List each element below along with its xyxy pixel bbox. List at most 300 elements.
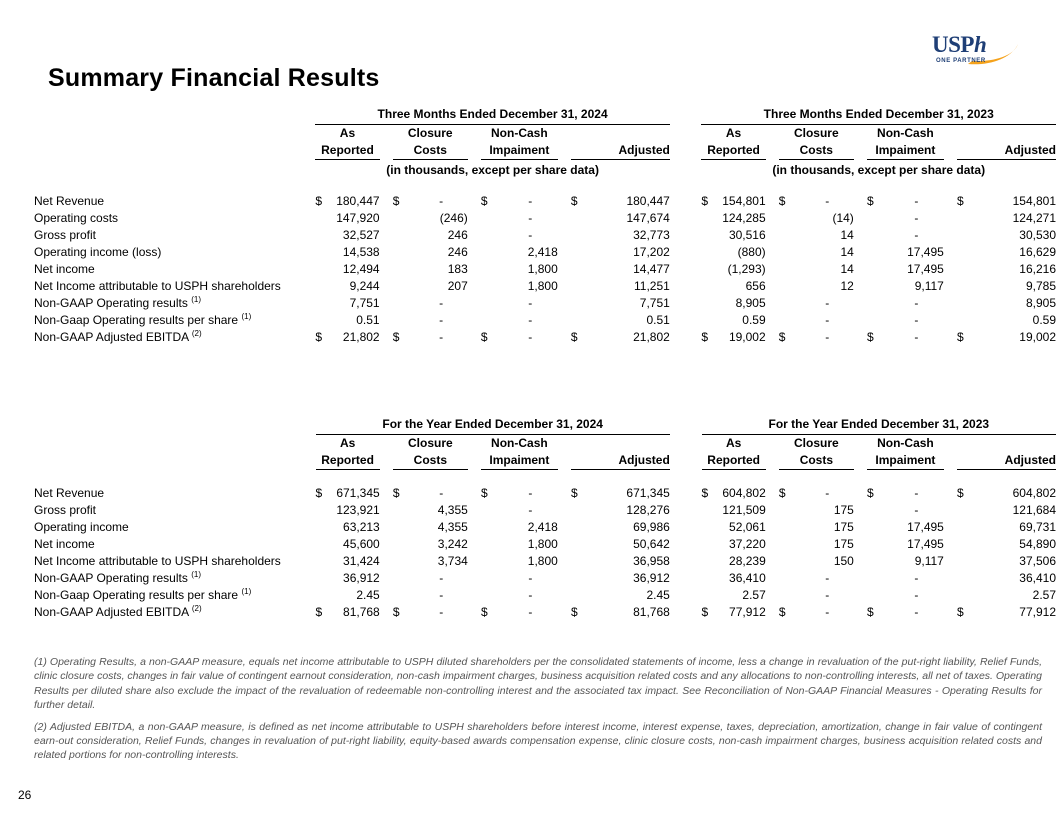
currency-symbol [957,587,967,604]
column-header: Closure Costs [393,125,468,162]
currency-symbol: $ [480,486,488,500]
cell-value: 0.51 [356,313,380,327]
period-header: For the Year Ended December 31, 2023 [702,414,1056,435]
currency-symbol [702,570,712,587]
currency-symbol [393,261,403,278]
cell-value: 175 [833,537,854,551]
currency-symbol: $ [866,194,874,208]
currency-symbol [701,295,711,312]
currency-symbol [867,244,877,261]
currency-symbol [957,210,967,227]
cell-value: - [914,330,919,344]
currency-symbol [867,536,877,553]
currency-symbol [867,210,877,227]
cell-value: 14 [840,262,854,276]
column-header: Non-Cash Impaiment [867,125,944,162]
currency-symbol [867,227,877,244]
currency-symbol: $ [570,605,578,619]
cell-value: 147,674 [626,211,670,225]
cell-value: 2,418 [527,245,558,259]
currency-symbol: $ [315,194,323,208]
column-header: Adjusted [957,125,1056,162]
currency-symbol [316,553,326,570]
currency-symbol [393,570,403,587]
currency-symbol: $ [956,330,964,344]
currency-symbol [481,519,491,536]
cell-value: 147,920 [336,211,380,225]
cell-value: 656 [745,279,766,293]
row-label: Net Income attributable to USPH shareholders [34,554,281,568]
currency-symbol [702,553,712,570]
column-header: As Reported [701,125,765,162]
currency-symbol [867,295,877,312]
currency-symbol: $ [956,486,964,500]
currency-symbol [701,261,711,278]
cell-value: - [439,296,444,310]
column-header: Adjusted [571,125,670,162]
currency-symbol [957,536,967,553]
column-header: Closure Costs [779,125,854,162]
cell-value: 7,751 [349,296,380,310]
cell-value: - [528,194,533,208]
cell-value: 37,506 [1019,554,1056,568]
currency-symbol: $ [866,605,874,619]
cell-value: - [528,228,533,242]
currency-symbol [779,278,789,295]
cell-value: 69,986 [633,520,670,534]
currency-symbol [779,295,789,312]
table-row [34,210,1056,227]
currency-symbol: $ [701,194,709,208]
cell-value: - [914,571,919,585]
table-row [34,519,1056,536]
currency-symbol: $ [701,486,709,500]
cell-value: 14 [840,245,854,259]
currency-symbol [702,502,712,519]
currency-symbol: $ [392,330,400,344]
cell-value: 21,802 [342,330,380,344]
currency-symbol: $ [956,605,964,619]
cell-value: 36,410 [729,571,766,585]
currency-symbol [701,312,711,329]
currency-symbol [701,210,711,227]
currency-symbol [315,278,325,295]
footnote-1: (1) Operating Results, a non-GAAP measure, equals net income attributable to USPH diluted shareholders per the consolidated statements of income, less a change in revaluation of the put-right liability, Relief Funds, clinic closure costs, changes in fair value of contingent earnout consideration, non-cash impairment charges, business acquisition related costs and any allocations to non-controlling interests, all net of taxes. Operating Results per diluted share also exclude the impact of the revaluation of redeemable non-controlling interest and the associated tax impact. See Reconciliation of Non-GAAP Financial Measures - Operating Results for further detail. [34,656,1042,712]
currency-symbol [957,261,967,278]
cell-value: 207 [447,279,468,293]
currency-symbol [702,536,712,553]
currency-symbol [957,519,967,536]
currency-symbol [957,570,967,587]
currency-symbol [701,278,711,295]
cell-value: 30,516 [728,228,766,242]
currency-symbol [957,278,967,295]
cell-value: 124,271 [1012,211,1056,225]
cell-value: 37,220 [729,537,766,551]
cell-value: 36,912 [633,571,670,585]
cell-value: 154,801 [1012,194,1056,208]
currency-symbol [571,570,581,587]
cell-value: - [439,588,444,602]
currency-symbol: $ [778,330,786,344]
cell-value: 183 [447,262,468,276]
cell-value: 4,355 [437,520,468,534]
column-header: Closure Costs [779,435,854,472]
currency-symbol [779,210,789,227]
currency-symbol [867,587,877,604]
table-row [34,604,1056,621]
cell-value: - [439,605,444,619]
currency-symbol [571,295,581,312]
cell-value: (14) [832,211,854,225]
row-label: Net Revenue [34,194,105,208]
currency-symbol [481,227,491,244]
currency-symbol [957,227,967,244]
cell-value: 54,890 [1019,537,1056,551]
currency-symbol [571,261,581,278]
currency-symbol [316,536,326,553]
cell-value: - [914,211,919,225]
currency-symbol [481,210,491,227]
cell-value: - [439,330,444,344]
column-header: Adjusted [957,435,1056,472]
table-row [34,329,1056,346]
cell-value: 1,800 [527,554,558,568]
currency-symbol [315,210,325,227]
period-header: Three Months Ended December 31, 2023 [701,104,1056,125]
currency-symbol [867,312,877,329]
cell-value: 7,751 [639,296,670,310]
row-label: Gross profit [34,228,97,242]
row-label: Operating costs [34,211,119,225]
table-row [34,244,1056,261]
currency-symbol [779,312,789,329]
currency-symbol [779,244,789,261]
cell-value: 175 [833,520,854,534]
period-header: For the Year Ended December 31, 2024 [316,414,670,435]
cell-value: 121,509 [722,503,766,517]
cell-value: - [528,571,533,585]
table-row [34,536,1056,553]
cell-value: 52,061 [729,520,766,534]
cell-value: - [439,313,444,327]
cell-value: - [825,313,830,327]
cell-value: 604,802 [722,486,766,500]
row-label: Non-Gaap Operating results per share $^{(1)}$ [34,587,252,602]
annual-results-table [34,414,1056,621]
cell-value: 17,495 [907,520,944,534]
currency-symbol [957,502,967,519]
currency-symbol [701,244,711,261]
table-row [34,502,1056,519]
currency-symbol [957,244,967,261]
table-row [34,227,1056,244]
currency-symbol: $ [315,605,323,619]
currency-symbol: $ [315,486,323,500]
currency-symbol [481,536,491,553]
currency-symbol: $ [480,605,488,619]
currency-symbol: $ [392,605,400,619]
cell-value: 11,251 [634,279,670,293]
cell-value: 69,731 [1019,520,1056,534]
currency-symbol: $ [778,605,786,619]
footnote-2: (2) Adjusted EBITDA, a non-GAAP measure, is defined as net income attributable to USPH shareholders before interest income, interest expense, taxes, depreciation, amortization, change in fair value of contingent earn-out consideration, Relief Funds, changes in revaluation of put-right liability, equity-based awards compensation expense, clinic closure costs, non-cash impairment charges, business acquisition related costs and related portions for non-controlling interests. [34,720,1042,762]
cell-value: 81,768 [343,605,380,619]
currency-symbol [315,261,325,278]
cell-value: 4,355 [437,503,468,517]
cell-value: 8,905 [1025,296,1056,310]
currency-symbol [867,502,877,519]
column-header: Adjusted [571,435,670,472]
currency-symbol [393,587,403,604]
currency-symbol [779,227,789,244]
column-header: Closure Costs [393,435,468,472]
cell-value: - [528,486,533,500]
cell-value: - [914,486,919,500]
column-header-row [34,125,1056,162]
cell-value: 21,802 [633,330,670,344]
row-label: Gross profit [34,503,97,517]
cell-value: 2.57 [1032,588,1056,602]
currency-symbol [481,570,491,587]
currency-symbol [571,278,581,295]
currency-symbol: $ [866,330,874,344]
cell-value: - [825,486,830,500]
currency-symbol [702,587,712,604]
currency-symbol: $ [480,194,488,208]
quarterly-results-table [34,104,1056,346]
row-label: Non-GAAP Operating results $^{(1)}$ [34,570,201,585]
cell-value: 9,117 [914,279,944,293]
currency-symbol [481,244,491,261]
row-label: Non-GAAP Adjusted EBITDA $^{(2)}$ [34,329,202,344]
currency-symbol [779,502,789,519]
table-row [34,553,1056,570]
cell-value: 77,912 [1019,605,1056,619]
currency-symbol [571,519,581,536]
currency-symbol [316,502,326,519]
currency-symbol [393,278,403,295]
cell-value: - [528,588,533,602]
cell-value: - [528,211,533,225]
currency-symbol [571,587,581,604]
currency-symbol [393,244,403,261]
cell-value: - [914,194,919,208]
cell-value: 0.59 [742,313,766,327]
cell-value: 0.51 [646,313,670,327]
cell-value: - [528,330,533,344]
cell-value: 12 [840,279,854,293]
cell-value: 150 [833,554,854,568]
currency-symbol [481,312,491,329]
currency-symbol: $ [570,194,578,208]
currency-symbol: $ [570,330,578,344]
cell-value: - [528,503,533,517]
currency-symbol [481,587,491,604]
cell-value: 14,477 [633,262,670,276]
column-header: As Reported [315,125,379,162]
currency-symbol [571,244,581,261]
currency-symbol [393,519,403,536]
currency-symbol [393,502,403,519]
currency-symbol [867,553,877,570]
cell-value: 671,345 [336,486,380,500]
cell-value: 1,800 [527,262,558,276]
footnotes [34,655,1042,770]
cell-value: 16,629 [1019,245,1056,259]
units-note: (in thousands, except per share data) [772,162,986,177]
cell-value: 77,912 [729,605,766,619]
currency-symbol [701,227,711,244]
column-header: Non-Cash Impaiment [481,125,558,162]
cell-value: 9,244 [349,279,380,293]
row-label: Non-GAAP Operating results $^{(1)}$ [34,295,201,310]
logo-wordmark: USPh [932,32,987,57]
currency-symbol: $ [778,486,786,500]
column-header: As Reported [316,435,380,472]
cell-value: 1,800 [527,537,558,551]
cell-value: 604,802 [1012,486,1056,500]
column-header: Non-Cash Impaiment [867,435,944,472]
currency-symbol [393,295,403,312]
cell-value: 180,447 [336,194,380,208]
cell-value: - [825,588,830,602]
currency-symbol [571,502,581,519]
units-note: (in thousands, except per share data) [386,162,599,177]
cell-value: (1,293) [727,262,766,276]
row-label: Net income [34,262,95,276]
currency-symbol [867,278,877,295]
cell-value: 1,800 [527,279,558,293]
currency-symbol [481,278,491,295]
cell-value: 63,213 [343,520,380,534]
cell-value: - [528,605,533,619]
currency-symbol [779,587,789,604]
cell-value: 50,642 [633,537,670,551]
currency-symbol [393,312,403,329]
cell-value: 30,530 [1019,228,1056,242]
table-row [34,278,1056,295]
currency-symbol [957,553,967,570]
cell-value: - [825,605,830,619]
currency-symbol: $ [570,486,578,500]
currency-symbol [779,519,789,536]
currency-symbol [393,553,403,570]
logo-tagline: ONE PARTNER [936,58,986,64]
currency-symbol: $ [778,194,786,208]
cell-value: (880) [737,245,766,259]
currency-symbol [571,536,581,553]
cell-value: 36,912 [343,571,380,585]
cell-value: 124,285 [722,211,766,225]
column-header: As Reported [702,435,766,472]
cell-value: 2.57 [742,588,766,602]
currency-symbol [779,536,789,553]
currency-symbol [571,553,581,570]
currency-symbol [481,295,491,312]
table-row [34,570,1056,587]
cell-value: 17,495 [907,245,944,259]
table-row [34,587,1056,604]
currency-symbol [393,210,403,227]
cell-value: 14,538 [342,245,380,259]
cell-value: 45,600 [343,537,380,551]
currency-symbol [779,261,789,278]
units-note-row [34,161,1056,179]
row-label: Net Income attributable to USPH shareholders [34,279,281,293]
cell-value: 2,418 [527,520,558,534]
cell-value: 12,494 [342,262,380,276]
cell-value: 2.45 [356,588,380,602]
cell-value: - [825,194,830,208]
cell-value: (246) [439,211,468,225]
cell-value: 32,773 [633,228,670,242]
currency-symbol: $ [866,486,874,500]
row-label: Operating income [34,520,129,534]
cell-value: 19,002 [1019,330,1056,344]
cell-value: 16,216 [1019,262,1056,276]
currency-symbol [316,587,326,604]
cell-value: - [914,296,919,310]
cell-value: 8,905 [735,296,766,310]
currency-symbol [867,261,877,278]
currency-symbol [779,570,789,587]
cell-value: 121,684 [1012,503,1056,517]
currency-symbol [316,570,326,587]
currency-symbol [957,295,967,312]
cell-value: 81,768 [633,605,670,619]
currency-symbol [571,210,581,227]
currency-symbol [481,553,491,570]
cell-value: 246 [447,245,468,259]
cell-value: 9,117 [914,554,944,568]
currency-symbol [393,227,403,244]
cell-value: - [825,571,830,585]
cell-value: - [825,330,830,344]
cell-value: 19,002 [728,330,766,344]
cell-value: 9,785 [1025,279,1056,293]
table-row [34,295,1056,312]
cell-value: 36,958 [633,554,670,568]
currency-symbol [867,519,877,536]
currency-symbol: $ [701,605,709,619]
currency-symbol: $ [480,330,488,344]
currency-symbol [779,553,789,570]
table-row [34,312,1056,329]
cell-value: 0.59 [1032,313,1056,327]
cell-value: 36,410 [1019,571,1056,585]
cell-value: 671,345 [626,486,670,500]
currency-symbol [481,261,491,278]
table-row [34,193,1056,210]
cell-value: 17,202 [633,245,670,259]
period-header-row [34,104,1056,125]
cell-value: 128,276 [626,503,670,517]
cell-value: - [914,228,919,242]
cell-value: 2.45 [646,588,670,602]
currency-symbol [315,227,325,244]
cell-value: 123,921 [336,503,380,517]
page-number: 26 [18,788,32,802]
cell-value: 154,801 [722,194,766,208]
cell-value: 28,239 [729,554,766,568]
cell-value: 14 [840,228,854,242]
cell-value: - [528,296,533,310]
cell-value: 175 [833,503,854,517]
currency-symbol [571,312,581,329]
cell-value: 3,242 [437,537,468,551]
currency-symbol: $ [315,330,323,344]
